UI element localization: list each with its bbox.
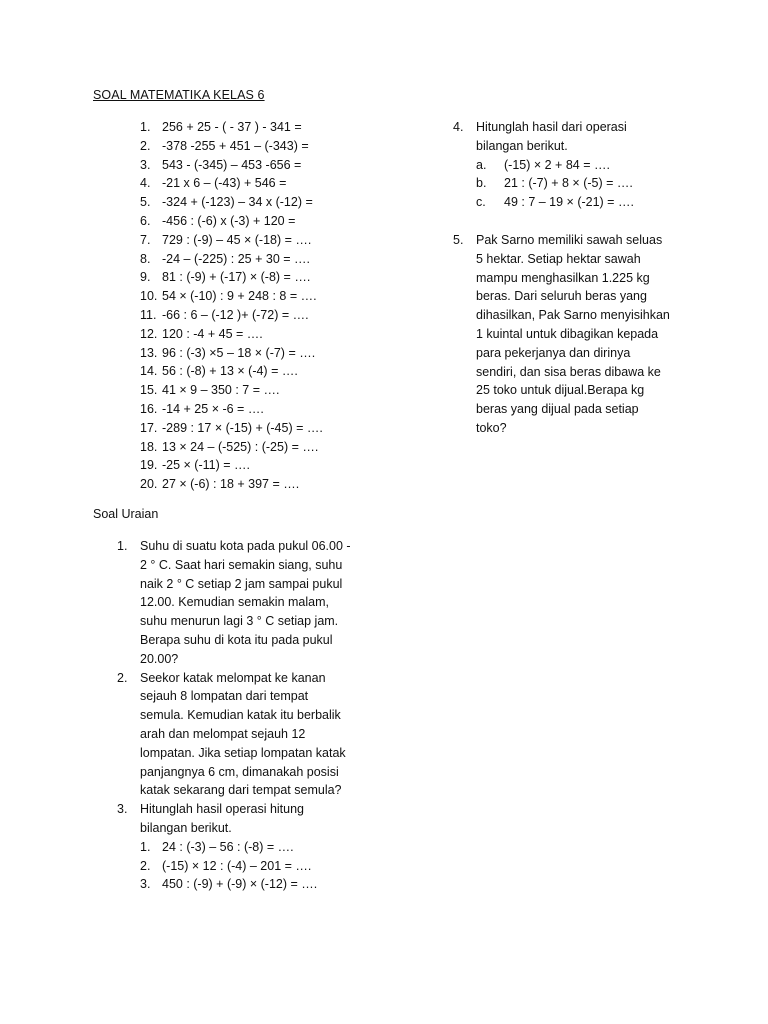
question-text: [476, 231, 693, 438]
sub-question-letter: b.: [476, 176, 487, 191]
question-line: semula. Kemudian katak itu berbalik: [140, 708, 341, 723]
question-number: 4.: [453, 120, 464, 134]
calculation-number: 13.: [140, 345, 158, 360]
calculation-expression: -14 + 25 × -6 = ….: [162, 401, 264, 416]
calculation-number: 3.: [140, 157, 151, 172]
question-line: naik 2 ° C setiap 2 jam sampai pukul: [140, 576, 343, 591]
calculation-item: [140, 174, 440, 193]
sub-question: [476, 156, 693, 175]
calculation-expression: 56 : (-8) + 13 × (-4) = ….: [162, 364, 298, 379]
calculation-expression: 256 + 25 - ( - 37 ) - 341 =: [162, 120, 302, 134]
calculation-number: 10.: [140, 289, 158, 304]
sub-question: [476, 193, 693, 212]
calculation-expression: 543 - (-345) – 453 -656 =: [162, 157, 302, 172]
question-line: 1 kuintal untuk dibagikan kepada: [476, 326, 659, 341]
calculation-item: [140, 475, 440, 494]
essay-heading: Soal Uraian: [93, 507, 159, 521]
sub-question-text: 21 : (-7) + 8 × (-5) = ….: [504, 176, 633, 191]
calculation-expression: 120 : -4 + 45 = ….: [162, 326, 263, 341]
calculation-expression: 96 : (-3) ×5 – 18 × (-7) = ….: [162, 345, 316, 360]
essay-question-2: [117, 669, 377, 801]
sub-question: [476, 174, 693, 193]
calculation-item: [140, 419, 440, 438]
sub-question: [140, 875, 377, 894]
calculation-item: [140, 306, 440, 325]
calculation-item: [140, 212, 440, 231]
question-line: 12.00. Kemudian semakin malam,: [140, 595, 329, 610]
calculation-number: 17.: [140, 420, 158, 435]
essay-section-left: [117, 537, 377, 894]
sub-question-list: [140, 838, 377, 894]
question-line: 20.00?: [140, 651, 179, 666]
question-line: Hitunglah hasil operasi hitung: [140, 802, 304, 817]
question-line: beras yang dijual pada setiap: [476, 402, 639, 417]
question-line: Suhu di suatu kota pada pukul 06.00 -: [140, 539, 351, 553]
calculation-number: 1.: [140, 120, 151, 134]
essay-question-4: [453, 118, 693, 212]
calculation-expression: -66 : 6 – (-12 )+ (-72) = ….: [162, 307, 309, 322]
question-number: 2.: [117, 670, 128, 685]
question-line: arah dan melompat sejauh 12: [140, 726, 306, 741]
essay-question-3: [117, 800, 377, 894]
calculation-expression: 81 : (-9) + (-17) × (-8) = ….: [162, 270, 311, 285]
question-line: suhu menurun lagi 3 ° C setiap jam.: [140, 614, 339, 629]
question-line: katak sekarang dari tempat semula?: [140, 783, 342, 798]
question-text: [476, 118, 693, 156]
calculation-item: [140, 231, 440, 250]
calculation-number: 20.: [140, 477, 158, 492]
sub-question-letter: c.: [476, 195, 486, 210]
calculation-number: 8.: [140, 251, 151, 266]
question-line: lompatan. Jika setiap lompatan katak: [140, 745, 346, 760]
calculation-list: [140, 118, 440, 494]
calculation-item: [140, 381, 440, 400]
calculation-expression: -25 × (-11) = ….: [162, 458, 250, 473]
sub-question-text: 24 : (-3) – 56 : (-8) = ….: [162, 839, 294, 854]
essay-section-right: [453, 118, 693, 438]
essay-question-5: [453, 231, 693, 438]
question-line: Berapa suhu di kota itu pada pukul: [140, 632, 333, 647]
page-title: SOAL MATEMATIKA KELAS 6: [93, 88, 265, 102]
calculation-list-section: [140, 118, 440, 494]
question-line: Pak Sarno memiliki sawah seluas: [476, 232, 663, 247]
question-line: toko?: [476, 420, 507, 435]
calculation-item: [140, 456, 440, 475]
question-text: [140, 537, 377, 669]
calculation-item: [140, 344, 440, 363]
calculation-item: [140, 400, 440, 419]
question-line: Hitunglah hasil dari operasi: [476, 120, 627, 134]
spacer: [453, 212, 693, 231]
question-line: 2 ° C. Saat hari semakin siang, suhu: [140, 557, 343, 572]
calculation-expression: 27 × (-6) : 18 + 397 = ….: [162, 477, 300, 492]
calculation-item: [140, 193, 440, 212]
question-line: bilangan berikut.: [476, 138, 568, 153]
calculation-expression: -378 -255 + 451 – (-343) =: [162, 138, 309, 153]
question-line: 5 hektar. Setiap hektar sawah: [476, 251, 641, 266]
calculation-item: [140, 137, 440, 156]
sub-question-number: 3.: [140, 877, 151, 892]
calculation-number: 14.: [140, 364, 158, 379]
calculation-number: 15.: [140, 383, 158, 398]
question-text: [140, 800, 377, 838]
calculation-item: [140, 156, 440, 175]
sub-question: [140, 838, 377, 857]
calculation-item: [140, 268, 440, 287]
calculation-number: 9.: [140, 270, 151, 285]
calculation-item: [140, 325, 440, 344]
calculation-expression: -289 : 17 × (-15) + (-45) = ….: [162, 420, 323, 435]
calculation-item: [140, 362, 440, 381]
sub-question-letter: a.: [476, 157, 487, 172]
question-line: sendiri, dan sisa beras dibawa ke: [476, 364, 661, 379]
calculation-number: 12.: [140, 326, 158, 341]
calculation-number: 5.: [140, 195, 151, 210]
question-line: mampu menghasilkan 1.225 kg: [476, 270, 650, 285]
question-number: 5.: [453, 232, 464, 247]
calculation-number: 16.: [140, 401, 158, 416]
calculation-expression: 41 × 9 – 350 : 7 = ….: [162, 383, 280, 398]
calculation-number: 4.: [140, 176, 151, 191]
question-line: bilangan berikut.: [140, 820, 232, 835]
question-line: sejauh 8 lompatan dari tempat: [140, 689, 309, 704]
question-number: 3.: [117, 802, 128, 817]
question-line: 25 toko untuk dijual.Berapa kg: [476, 383, 645, 398]
sub-question-text: (-15) × 2 + 84 = ….: [504, 157, 610, 172]
sub-question: [140, 857, 377, 876]
question-line: beras. Dari seluruh beras yang: [476, 289, 647, 304]
essay-question-1: [117, 537, 377, 669]
sub-question-text: 450 : (-9) + (-9) × (-12) = ….: [162, 877, 318, 892]
calculation-expression: 729 : (-9) – 45 × (-18) = ….: [162, 232, 312, 247]
question-line: panjangnya 6 cm, dimanakah posisi: [140, 764, 339, 779]
calculation-expression: -324 + (-123) – 34 x (-12) =: [162, 195, 313, 210]
calculation-expression: 13 × 24 – (-525) : (-25) = ….: [162, 439, 319, 454]
calculation-item: [140, 250, 440, 269]
calculation-expression: -24 – (-225) : 25 + 30 = ….: [162, 251, 310, 266]
calculation-number: 7.: [140, 232, 151, 247]
calculation-number: 18.: [140, 439, 158, 454]
question-number: 1.: [117, 539, 128, 553]
calculation-expression: 54 × (-10) : 9 + 248 : 8 = ….: [162, 289, 317, 304]
calculation-expression: -21 x 6 – (-43) + 546 =: [162, 176, 287, 191]
sub-question-text: (-15) × 12 : (-4) – 201 = ….: [162, 858, 312, 873]
calculation-number: 11.: [140, 307, 157, 322]
calculation-item: [140, 438, 440, 457]
calculation-item: [140, 287, 440, 306]
sub-question-number: 1.: [140, 839, 151, 854]
sub-question-text: 49 : 7 – 19 × (-21) = ….: [504, 195, 634, 210]
sub-question-number: 2.: [140, 858, 151, 873]
sub-question-list: [476, 156, 693, 212]
question-text: [140, 669, 377, 801]
calculation-number: 2.: [140, 138, 151, 153]
calculation-number: 19.: [140, 458, 158, 473]
question-line: Seekor katak melompat ke kanan: [140, 670, 326, 685]
calculation-number: 6.: [140, 213, 151, 228]
question-line: para pekerjanya dan dirinya: [476, 345, 631, 360]
calculation-item: [140, 118, 440, 137]
question-line: dihasilkan, Pak Sarno menyisihkan: [476, 308, 670, 323]
calculation-expression: -456 : (-6) x (-3) + 120 =: [162, 213, 296, 228]
